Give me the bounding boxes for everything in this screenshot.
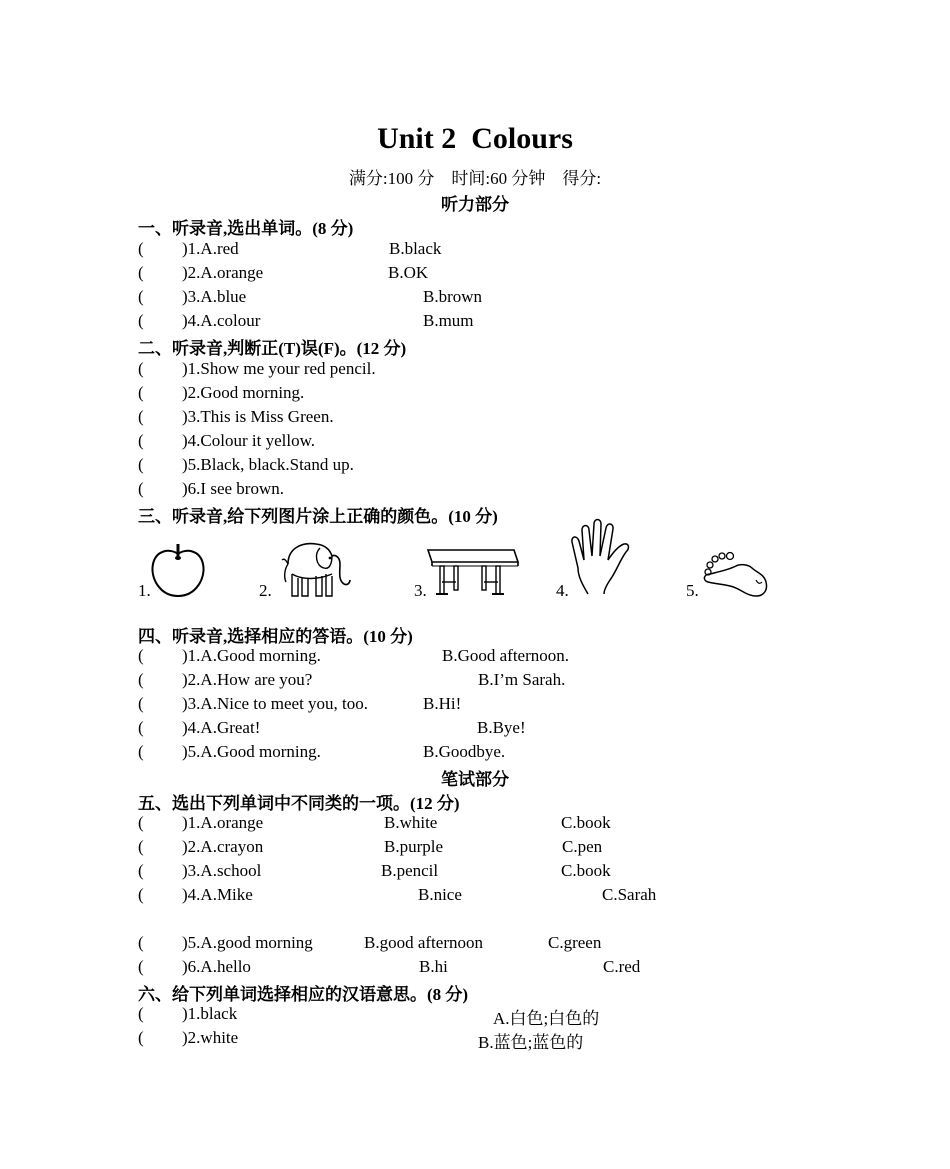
picture-number: 2. (259, 581, 272, 600)
list-item: ( )3.A.school B.pencil C.book (138, 861, 611, 880)
list-item: ( )5.A.Good morning. B.Goodbye. (138, 742, 506, 761)
picture-number: 1. (138, 581, 151, 600)
list-item: ( )5.A.good morning B.good afternoon C.green (138, 933, 602, 952)
page-title: Unit 2 Colours (377, 122, 573, 155)
picture-number: 3. (414, 581, 427, 600)
list-item: ( )4.A.Mike B.nice C.Sarah (138, 885, 657, 904)
list-item: ( )2.A.crayon B.purple C.pen (138, 837, 603, 856)
desk-icon (424, 542, 520, 598)
list-item: ( )4.A.colour B.mum (138, 311, 474, 330)
list-item: ( )3.A.Nice to meet you, too. B.Hi! (138, 694, 462, 713)
list-item: ( )1.A.red B.black (138, 239, 442, 258)
picture-number: 4. (556, 581, 569, 600)
elephant-icon (278, 534, 354, 600)
section2-heading: 二、听录音,判断正(T)误(F)。(12 分) (138, 339, 407, 358)
section5-heading: 五、选出下列单词中不同类的一项。(12 分) (138, 794, 460, 813)
list-item: ( )2.A.orange B.OK (138, 263, 429, 282)
list-item: ( )3.A.blue B.brown (138, 287, 483, 306)
list-item: ( )1.black A.白色;白色的 (138, 1004, 600, 1028)
score-info: 满分:100 分 时间:60 分钟 得分: (348, 169, 602, 188)
section1-heading: 一、听录音,选出单词。(8 分) (138, 219, 354, 238)
list-item: ( )1.A.Good morning. B.Good afternoon. (138, 646, 570, 665)
part-listening: 听力部分 (441, 195, 509, 214)
section3-heading: 三、听录音,给下列图片涂上正确的颜色。(10 分) (138, 507, 498, 526)
list-item: ( )4.A.Great! B.Bye! (138, 718, 526, 737)
part-writing: 笔试部分 (441, 770, 509, 789)
section4-heading: 四、听录音,选择相应的答语。(10 分) (138, 627, 413, 646)
list-item: ( )2.white B.蓝色;蓝色的 (138, 1028, 584, 1052)
foot-icon (700, 550, 770, 600)
list-item: ( )6.A.hello B.hi C.red (138, 957, 641, 976)
list-item: ( )1.A.orange B.white C.book (138, 813, 611, 832)
picture-number: 5. (686, 581, 699, 600)
worksheet-page: Unit 2 Colours 满分:100 分 时间:60 分钟 得分: 听力部分 一、听录音,选出单词。(8 分) ( )1.A.red B.black ( )2.A.orange B.OK ( )3.A.blue B.brown ( )4.A.colour B.mum 二、听录音,判断正(T)误(F)。(12 分) ( )1.Show me your red pencil. ( )2.Good morning. ( )3.This is Miss Green. ( )4.Colour it yellow. ( )5.Black, black.Stand up. ( )6.I see brown. 三、听录音,给下列图片涂上正确的颜色。(10 分) 1. 2. 3. 4. 5. 四、听录音,选择相应的答语。(10 分) ( )1.A.Good morning. B.Good afternoon. ( )2.A.How are you? B.I’m Sarah. ( )3.A.Nice to meet you, too. B.Hi! ( )4.A.Great! B.Bye! ( )5.A.Good morning. B.Goodbye. 笔试部分 五、选出下列单词中不同类的一项。(12 分) ( )1.A.orange B.white C.book ( )2.A.crayon B.purple C.pen ( )3.A.school B.pencil C.book ( )4.A.Mike B.nice C.Sarah ( )5.A.good morning B.good afternoon C.green ( )6.A.hello B.hi C.red 六、给下列单词选择相应的汉语意思。(8 分) ( )1.black A.白色;白色的 ( )2.white B.蓝色;蓝色的 (0, 0, 950, 1169)
hand-icon (566, 518, 632, 596)
apple-icon (148, 540, 208, 600)
section6-heading: 六、给下列单词选择相应的汉语意思。(8 分) (138, 985, 469, 1004)
list-item: ( )2.A.How are you? B.I’m Sarah. (138, 670, 566, 689)
